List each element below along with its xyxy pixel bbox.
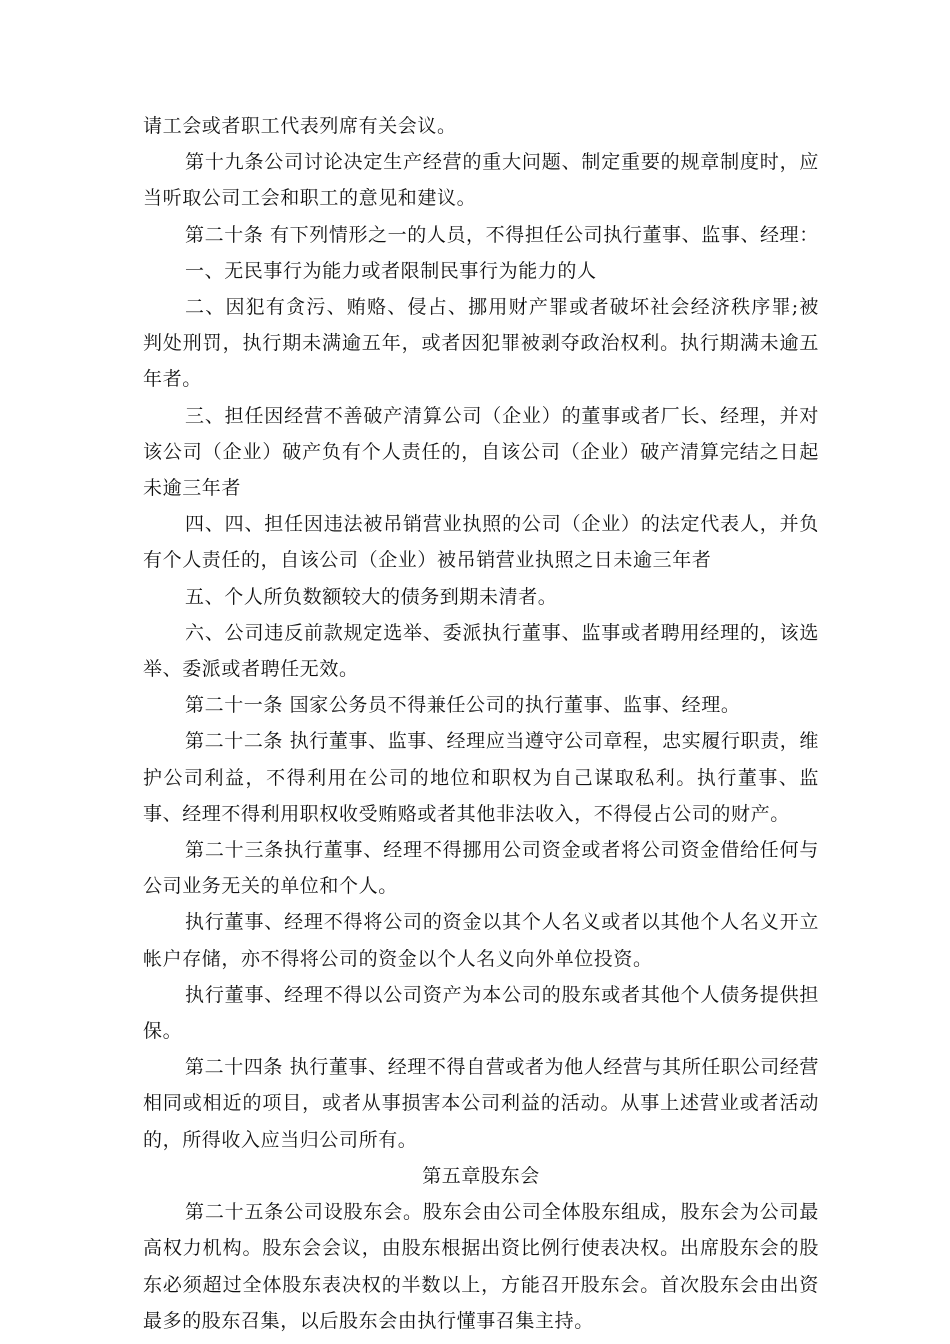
article-20-item-4: 四、四、担任因违法被吊销营业执照的公司（企业）的法定代表人，并负有个人责任的，自该公司（企业）被吊销营业执照之日未逾三年者 (143, 513, 819, 572)
article-19: 第十九条公司讨论决定生产经营的重大问题、制定重要的规章制度时，应当听取公司工会和职工的意见和建议。 (143, 151, 819, 210)
article-20-item-5: 五、个人所负数额较大的债务到期未清者。 (185, 585, 558, 608)
article-24: 第二十四条 执行董事、经理不得自营或者为他人经营与其所任职公司经营相同或相近的项目，或者从事损害本公司利益的活动。从事上述营业或者活动的，所得收入应当归公司所有。 (143, 1056, 819, 1151)
article-20-item-2: 二、因犯有贪污、贿赂、侵占、挪用财产罪或者破坏社会经济秩序罪;被判处刑罚，执行期未满逾五年，或者因犯罪被剥夺政治权利。执行期满未逾五年者。 (143, 296, 819, 391)
article-20-item-6: 六、公司违反前款规定选举、委派执行董事、监事或者聘用经理的，该选举、委派或者聘任无效。 (143, 621, 819, 681)
article-22: 第二十二条 执行董事、监事、经理应当遵守公司章程，忠实履行职责，维护公司利益，不得利用在公司的地位和职权为自己谋取私利。执行董事、监事、经理不得利用职权收受贿赂或者其他非法收入，不得侵占公司的财产。 (143, 730, 819, 825)
article-20: 第二十条 有下列情形之一的人员，不得担任公司执行董事、监事、经理： (185, 223, 819, 246)
chapter-5-heading: 第五章股东会 (422, 1164, 540, 1187)
article-25: 第二十五条公司设股东会。股东会由公司全体股东组成，股东会为公司最高权力机构。股东会会议，由股东根据出资比例行使表决权。出席股东会的股东必须超过全体股东表决权的半数以上，方能召开股东会。首次股东会由出资最多的股东召集，以后股东会由执行懂事召集主持。 (143, 1201, 819, 1332)
article-20-item-1: 一、无民事行为能力或者限制民事行为能力的人 (185, 259, 597, 282)
article-23-clause-3: 执行董事、经理不得以公司资产为本公司的股东或者其他个人债务提供担保。 (143, 983, 819, 1043)
paragraph-continuation: 请工会或者职工代表列席有关会议。 (143, 115, 457, 137)
document-body (143, 108, 819, 1339)
article-20-item-3: 三、担任因经营不善破产清算公司（企业）的董事或者厂长、经理，并对该公司（企业）破产负有个人责任的，自该公司（企业）破产清算完结之日起未逾三年者 (143, 404, 819, 500)
article-21: 第二十一条 国家公务员不得兼任公司的执行董事、监事、经理。 (185, 694, 741, 717)
article-23-clause-2: 执行董事、经理不得将公司的资金以其个人名义或者以其他个人名义开立帐户存储，亦不得将公司的资金以个人名义向外单位投资。 (143, 911, 819, 970)
article-23: 第二十三条执行董事、经理不得挪用公司资金或者将公司资金借给任何与公司业务无关的单位和个人。 (143, 839, 819, 898)
